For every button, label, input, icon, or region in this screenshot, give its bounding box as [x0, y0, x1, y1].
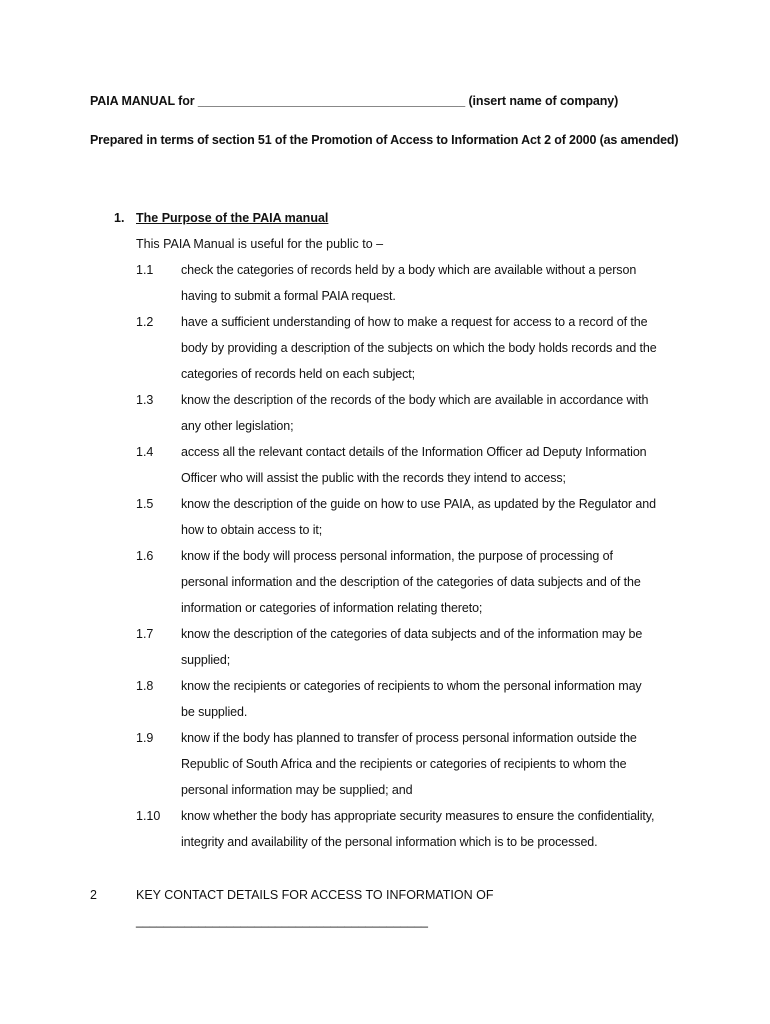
list-item-number: 1.5 — [136, 497, 154, 511]
list-item-number: 1.4 — [136, 445, 154, 459]
list-item-text: Officer who will assist the public with the records they intend to access; — [181, 471, 566, 485]
list-item-text: information or categories of information relating thereto; — [181, 601, 483, 615]
list-item-text: categories of records held on each subject; — [181, 367, 416, 381]
section-2-title: KEY CONTACT DETAILS FOR ACCESS TO INFORMATION OF — [136, 888, 494, 902]
section-1-intro: This PAIA Manual is useful for the public to – — [136, 237, 384, 251]
section-2-company-blank: __________________________________________ — [136, 914, 428, 928]
list-item-text: know the description of the records of the body which are available in accordance with — [181, 393, 649, 407]
list-item-text: how to obtain access to it; — [181, 523, 323, 537]
document-title: PAIA MANUAL for _______________________________________ (insert name of company) — [90, 94, 619, 108]
list-item-number: 1.7 — [136, 627, 154, 641]
list-item-number: 1.9 — [136, 731, 154, 745]
section-1-title: The Purpose of the PAIA manual — [136, 211, 329, 225]
list-item-text: check the categories of records held by a body which are available without a person — [181, 263, 637, 277]
list-item-text: body by providing a description of the subjects on which the body holds records and the — [181, 341, 657, 355]
list-item-number: 1.10 — [136, 809, 161, 823]
section-1-number: 1. — [114, 211, 125, 225]
list-item-text: know if the body has planned to transfer of process personal information outside the — [181, 731, 637, 745]
list-item-text: Republic of South Africa and the recipients or categories of recipients to whom the — [181, 757, 627, 771]
list-item-number: 1.6 — [136, 549, 154, 563]
list-item-text: know whether the body has appropriate security measures to ensure the confidentiality, — [181, 809, 655, 823]
list-item-text: know the description of the guide on how to use PAIA, as updated by the Regulator and — [181, 497, 656, 511]
list-item-number: 1.1 — [136, 263, 154, 277]
list-item-text: supplied; — [181, 653, 231, 667]
list-item-text: know if the body will process personal information, the purpose of processing of — [181, 549, 613, 563]
list-item-number: 1.2 — [136, 315, 154, 329]
list-item-text: personal information and the description of the categories of data subjects and of the — [181, 575, 641, 589]
list-item-number: 1.8 — [136, 679, 154, 693]
list-item-text: know the description of the categories of data subjects and of the information may be — [181, 627, 643, 641]
list-item-text: personal information may be supplied; and — [181, 783, 413, 797]
list-item-text: be supplied. — [181, 705, 248, 719]
list-item-text: integrity and availability of the personal information which is to be processed. — [181, 835, 598, 849]
document-subtitle: Prepared in terms of section 51 of the Promotion of Access to Information Act 2 of 2000 (as amended) — [90, 133, 679, 147]
list-item-text: have a sufficient understanding of how to make a request for access to a record of the — [181, 315, 648, 329]
list-item-number: 1.3 — [136, 393, 154, 407]
list-item-text: having to submit a formal PAIA request. — [181, 289, 396, 303]
list-item-text: know the recipients or categories of recipients to whom the personal information may — [181, 679, 642, 693]
list-item-text: access all the relevant contact details of the Information Officer ad Deputy Information — [181, 445, 647, 459]
section-2-number: 2 — [90, 888, 97, 902]
list-item-text: any other legislation; — [181, 419, 294, 433]
